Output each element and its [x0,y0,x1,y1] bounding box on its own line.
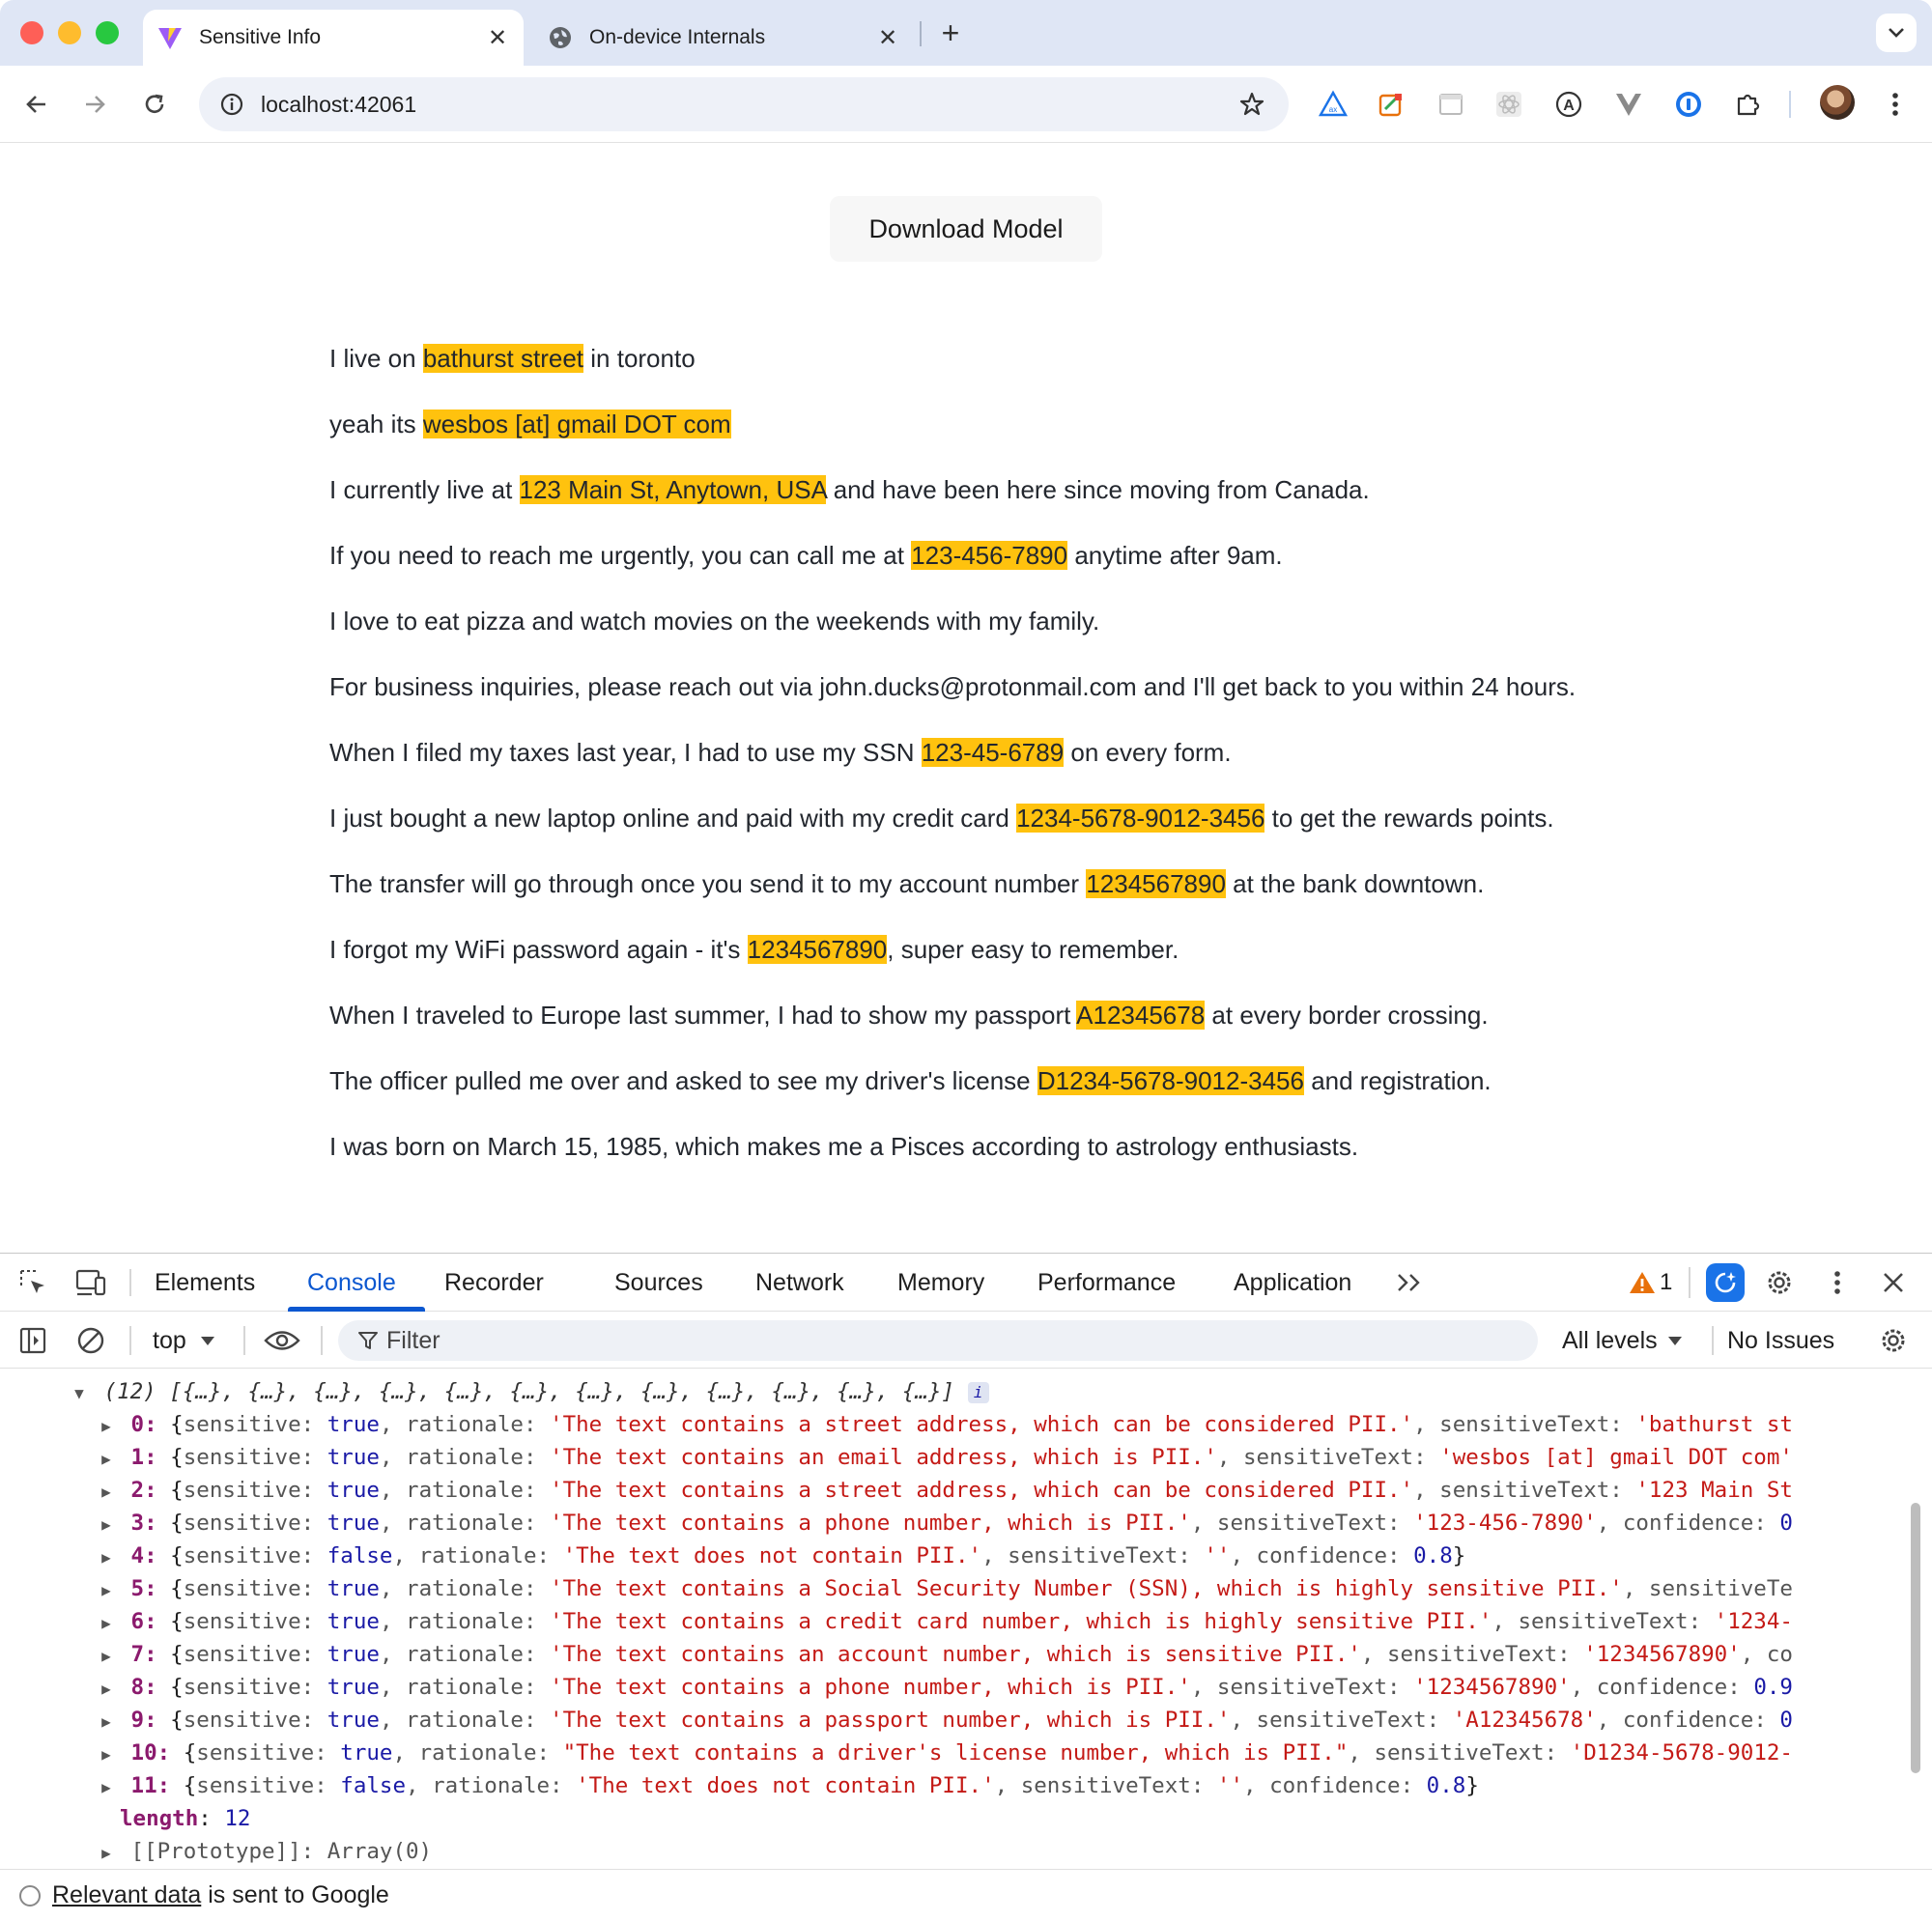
dropdown-triangle-icon [200,1335,215,1346]
sentence [329,470,1605,510]
ai-assistance-button[interactable] [1706,1263,1745,1302]
status-bar [0,1869,1932,1921]
download-model-button[interactable]: Download Model [830,196,1102,262]
entry-key: , rationale: [379,1642,551,1667]
extension-a-circle-icon[interactable] [1549,85,1588,124]
entry-brace: { [156,1675,184,1700]
entry-sensitive-value: false [327,1543,393,1568]
close-tab-icon[interactable]: ✕ [877,24,898,51]
sentence-text: When I filed my taxes last year, I had to use my SSN [329,738,922,767]
filter-funnel-icon [357,1330,379,1351]
entry-index: 1: [118,1445,157,1470]
sentence-text: at the bank downtown. [1225,869,1485,898]
entry-sensitive-value: false [340,1773,407,1798]
entry-rationale: 'The text does not contain PII.' [562,1543,982,1568]
collapse-arrow-icon: ▶ [101,1450,111,1468]
highlighted-sensitive-text: bathurst street [422,344,584,373]
back-button[interactable] [15,83,58,126]
entry-brace: { [156,1708,184,1733]
devtools-tab-sources[interactable]: Sources [614,1268,703,1296]
console-scrollbar[interactable] [1911,1503,1920,1773]
console-entry[interactable] [95,1572,1898,1605]
entry-sensitive-text: '1234567890' [1583,1642,1741,1667]
collapse-arrow-icon: ▶ [101,1680,111,1698]
entry-key: , sensitiveTe [1622,1576,1793,1601]
relevant-data-link[interactable]: Relevant data [52,1881,202,1908]
console-entry[interactable] [95,1704,1898,1737]
console-entry[interactable] [95,1671,1898,1704]
sentence-text: If you need to reach me urgently, you can call me at [329,541,912,570]
highlighted-sensitive-text: D1234-5678-9012-3456 [1037,1066,1304,1095]
entry-rationale: 'The text contains an account number, which is sensitive PII.' [550,1642,1361,1667]
extension-react-icon[interactable] [1490,85,1528,124]
entry-confidence: 0 [1779,1511,1793,1536]
browser-menu-button[interactable] [1874,83,1917,126]
sentence-text: The officer pulled me over and asked to see my driver's license [329,1066,1037,1095]
entry-confidence: 0.8 [1413,1543,1453,1568]
console-entry[interactable] [95,1737,1898,1769]
entry-sensitive-value: true [327,1609,380,1634]
svg-text:A: A [1563,98,1575,114]
console-entry[interactable] [95,1507,1898,1540]
highlighted-sensitive-text: A12345678 [1076,1001,1206,1030]
context-label: top [153,1326,186,1354]
extensions-puzzle-icon[interactable] [1729,85,1768,124]
entry-key: , sensitiveText: [1413,1412,1636,1437]
entry-rationale: 'The text contains a street address, which can be considered PII.' [550,1478,1414,1503]
entry-rationale: 'The text contains an email address, which is PII.' [550,1445,1217,1470]
entry-index: 7: [118,1642,157,1667]
console-array-header [68,1375,1898,1408]
filter-separator [1712,1326,1714,1355]
back-arrow-icon [24,92,49,117]
entry-rationale: 'The text contains a phone number, which is PII.' [550,1511,1191,1536]
entry-index: 5: [118,1576,157,1601]
entry-sensitive-value: true [327,1478,380,1503]
entry-rationale: "The text contains a driver's license number, which is PII." [562,1740,1349,1766]
sentence-text: on every form. [1064,738,1232,767]
devtools-separator [1689,1267,1690,1298]
entry-rationale: 'The text contains a phone number, which is PII.' [550,1675,1191,1700]
vertical-dots-icon [1891,92,1899,117]
collapse-arrow-icon: ▶ [101,1778,111,1796]
devtools-separator [129,1269,131,1296]
entry-index: 10: [118,1740,171,1766]
console-filter-bar [0,1313,1932,1369]
sentence-list [329,339,1605,1193]
entry-brace: { [170,1740,197,1766]
entry-rationale: 'The text contains a street address, which can be considered PII.' [550,1412,1414,1437]
tab-separator [920,21,922,46]
entry-key: , rationale: [392,1543,563,1568]
more-tabs-icon[interactable] [1393,1265,1428,1300]
warnings-badge[interactable] [1629,1269,1672,1296]
entry-key: , sensitiveText: [1190,1511,1414,1536]
clear-console-icon[interactable] [71,1322,110,1359]
entry-key: , rationale: [379,1675,551,1700]
entry-key: sensitive: [183,1576,327,1601]
length-value: 12 [224,1806,251,1831]
entry-key: , sensitiveText: [1230,1708,1453,1733]
reload-icon [142,92,167,117]
console-settings-gear-icon[interactable] [1874,1321,1913,1360]
live-expression-eye-icon[interactable] [261,1322,303,1359]
entry-key: sensitive: [183,1543,327,1568]
highlighted-sensitive-text: 1234-5678-9012-3456 [1016,804,1265,833]
entry-key: , sensitiveText: [994,1773,1217,1798]
collapse-arrow-icon: ▶ [101,1614,111,1632]
entry-sensitive-text: 'D1234-5678-9012- [1570,1740,1793,1766]
sentence-text: For business inquiries, please reach out via john.ducks@protonmail.com and I'll get back to you within 24 hours. [329,672,1577,701]
highlighted-sensitive-text: wesbos [at] gmail DOT com [422,410,731,438]
sentence [329,536,1605,576]
maximize-window-button[interactable] [96,21,119,44]
address-bar[interactable] [199,77,1289,131]
entry-brace: } [1452,1543,1466,1568]
svg-text:ax: ax [1328,105,1338,114]
entry-sensitive-text: 'A12345678' [1452,1708,1597,1733]
profile-avatar[interactable] [1820,85,1855,120]
console-entry[interactable] [95,1540,1898,1572]
entry-key: , confidence: [1596,1708,1780,1733]
page-content [0,144,1932,1253]
sentence [329,1127,1605,1167]
entry-brace: { [156,1576,184,1601]
close-window-button[interactable] [20,21,43,44]
context-selector[interactable] [153,1322,215,1359]
entry-key: sensitive: [183,1675,327,1700]
sentence [329,1061,1605,1101]
url-text[interactable]: localhost:42061 [261,91,417,117]
entry-rationale: 'The text does not contain PII.' [576,1773,995,1798]
entry-key: , confidence: [1230,1543,1414,1568]
tab-strip [0,0,1932,66]
entry-index: 4: [118,1543,157,1568]
devtools-tab-recorder[interactable]: Recorder [444,1268,544,1296]
site-info-icon[interactable] [203,77,261,131]
sentence [329,799,1605,838]
entry-key: , sensitiveText: [1413,1478,1636,1503]
sentence [329,405,1605,444]
entry-key: sensitive: [196,1740,341,1766]
entry-key: , confidence: [1570,1675,1754,1700]
entry-brace: { [156,1478,184,1503]
inspect-element-icon[interactable] [14,1265,52,1300]
sentence [329,733,1605,773]
devtools-tab-console[interactable]: Console [307,1268,396,1296]
show-sidebar-icon[interactable] [14,1322,52,1359]
issues-button[interactable]: No Issues [1727,1326,1835,1354]
log-levels-label: All levels [1562,1326,1658,1354]
entry-sensitive-text: '' [1204,1543,1231,1568]
console-entry[interactable] [95,1474,1898,1507]
entry-key: , rationale: [379,1412,551,1437]
radio-indicator[interactable] [19,1885,41,1907]
console-length-line [120,1802,1898,1835]
extension-vue-icon[interactable] [1609,85,1648,124]
minimize-window-button[interactable] [58,21,81,44]
vite-icon [156,24,184,51]
entry-key: , sensitiveText: [1492,1609,1715,1634]
extension-1password-icon[interactable] [1669,85,1708,124]
collapse-arrow-icon: ▶ [101,1483,111,1501]
prototype-label: [[Prototype]]: Array(0) [118,1839,433,1864]
toolbar-separator [1789,91,1791,118]
entry-sensitive-text: '1234- [1714,1609,1793,1634]
entry-sensitive-value: true [327,1412,380,1437]
chevron-down-icon [1887,26,1906,40]
sentence-text: yeah its [329,410,423,438]
entry-index: 3: [118,1511,157,1536]
highlighted-sensitive-text: 123 Main St, Anytown, USA [519,475,827,504]
entry-key: , confidence: [1243,1773,1427,1798]
entry-index: 11: [118,1773,171,1798]
extension-triangle-icon[interactable] [1314,85,1352,124]
entry-sensitive-value: true [327,1576,380,1601]
highlighted-sensitive-text: 1234567890 [1086,869,1226,898]
sentence-text: at every border crossing. [1205,1001,1489,1030]
entry-key: , sensitiveText: [1216,1445,1440,1470]
sentence-text: and have been here since moving from Canada. [826,475,1370,504]
close-devtools-icon[interactable] [1874,1263,1913,1302]
collapse-arrow-icon: ▶ [101,1417,111,1435]
filter-separator [129,1326,131,1355]
sentence [329,996,1605,1035]
tab-on-device-internals[interactable] [533,10,914,66]
collapse-arrow-icon: ▶ [101,1515,111,1534]
entry-sensitive-value: true [327,1708,380,1733]
entry-key: sensitive: [183,1511,327,1536]
entry-brace: { [156,1412,184,1437]
highlighted-sensitive-text: 1234567890 [747,935,888,964]
filter-input[interactable] [386,1327,1449,1355]
entry-key: , rationale: [379,1576,551,1601]
settings-gear-icon[interactable] [1760,1263,1799,1302]
devtools-tab-memory[interactable]: Memory [897,1268,985,1296]
entry-brace: { [170,1773,197,1798]
entry-key: sensitive: [183,1708,327,1733]
browser-toolbar [0,66,1932,143]
entry-key: , rationale: [379,1445,551,1470]
bookmark-star-icon[interactable] [1225,77,1279,131]
tab-search-button[interactable] [1876,14,1917,52]
collapse-arrow-icon: ▶ [101,1647,111,1665]
devtools-tab-bar [0,1254,1932,1312]
collapse-arrow-icon: ▶ [101,1581,111,1599]
collapse-arrow-icon: ▶ [101,1844,111,1862]
close-tab-icon[interactable]: ✕ [487,24,508,51]
entry-key: , sensitiveText: [1190,1675,1414,1700]
warning-triangle-icon [1629,1270,1656,1295]
sentence-text: anytime after 9am. [1067,541,1283,570]
console-filter[interactable] [338,1320,1538,1361]
entry-key: , rationale: [392,1740,563,1766]
entry-rationale: 'The text contains a Social Security Number (SSN), which is highly sensitive PII.' [550,1576,1623,1601]
forward-arrow-icon [82,92,107,117]
entry-sensitive-text: '' [1216,1773,1244,1798]
entry-brace: { [156,1642,184,1667]
sentence [329,864,1605,904]
entry-index: 8: [118,1675,157,1700]
entry-sensitive-value: true [327,1511,380,1536]
sentence [329,339,1605,379]
entry-confidence: 0.9 [1753,1675,1793,1700]
entry-rationale: 'The text contains a passport number, which is PII.' [550,1708,1231,1733]
entry-brace: { [156,1543,184,1568]
array-summary: (12) [{…}, {…}, {…}, {…}, {…}, {…}, {…}, {…}, {…}, {…}, {…}, {…}] [91,1379,968,1404]
devtools-tab-application[interactable]: Application [1234,1268,1352,1296]
extension-window-icon[interactable] [1432,85,1470,124]
sentence [329,602,1605,641]
entry-key: sensitive: [183,1609,327,1634]
entry-key: , rationale: [379,1511,551,1536]
filter-separator [321,1326,323,1355]
tab-title: On-device Internals [589,26,766,48]
entry-sensitive-value: true [340,1740,393,1766]
entry-key: , rationale: [379,1609,551,1634]
collapse-arrow-icon: ▶ [101,1745,111,1764]
console-entry[interactable] [95,1441,1898,1474]
entry-key: , sensitiveText: [1348,1740,1571,1766]
log-levels-dropdown[interactable] [1562,1322,1683,1359]
highlighted-sensitive-text: 123-456-7890 [911,541,1068,570]
entry-key: sensitive: [196,1773,341,1798]
entry-index: 0: [118,1412,157,1437]
device-toolbar-icon[interactable] [71,1265,110,1300]
expand-arrow-icon[interactable]: ▼ [74,1384,84,1402]
devtools-menu-icon[interactable] [1818,1263,1857,1302]
dropdown-triangle-icon [1667,1335,1683,1346]
sentence [329,930,1605,970]
colon: : [198,1806,225,1831]
entry-confidence: 0.8 [1426,1773,1466,1798]
extension-palette-icon[interactable] [1372,85,1410,124]
entry-key: , rationale: [379,1708,551,1733]
tab-title: Sensitive Info [199,26,322,48]
console-entry[interactable] [95,1638,1898,1671]
entry-key: , rationale: [379,1478,551,1503]
status-text: is sent to Google [201,1881,389,1908]
entry-sensitive-value: true [327,1675,380,1700]
filter-separator [243,1326,245,1355]
forward-button[interactable] [73,83,116,126]
devtools-tab-elements[interactable]: Elements [155,1268,256,1296]
console-prototype-line[interactable] [95,1835,1898,1864]
entry-key: , co [1740,1642,1793,1667]
highlighted-sensitive-text: 123-45-6789 [921,738,1065,767]
sentence [329,667,1605,707]
entry-sensitive-text: '1234567890' [1413,1675,1571,1700]
entry-sensitive-text: 'wesbos [at] gmail DOT com' [1439,1445,1793,1470]
entry-brace: { [156,1609,184,1634]
entry-key: sensitive: [183,1412,327,1437]
new-tab-button[interactable]: + [941,14,960,50]
entry-brace: } [1465,1773,1479,1798]
entry-confidence: 0 [1779,1708,1793,1733]
sentence-text: I just bought a new laptop online and paid with my credit card [329,804,1017,833]
entry-key: sensitive: [183,1642,327,1667]
active-tab-indicator [288,1307,425,1312]
sentence-text: to get the rewards points. [1264,804,1554,833]
entry-rationale: 'The text contains a credit card number, which is highly sensitive PII.' [550,1609,1492,1634]
entry-key: , rationale: [406,1773,577,1798]
entry-sensitive-text: '123 Main St [1635,1478,1793,1503]
entry-brace: { [156,1511,184,1536]
entry-brace: { [156,1445,184,1470]
console-entry[interactable] [95,1605,1898,1638]
entry-sensitive-text: '123-456-7890' [1413,1511,1597,1536]
devtools-panel [0,1253,1932,1921]
entry-sensitive-value: true [327,1445,380,1470]
console-entry[interactable] [95,1769,1898,1802]
sentence-text: I live on [329,344,423,373]
warnings-count: 1 [1660,1269,1673,1295]
sentence-text: I forgot my WiFi password again - it's [329,935,748,964]
sentence-text: I currently live at [329,475,520,504]
entry-index: 6: [118,1609,157,1634]
globe-icon [547,24,574,51]
entry-key: , sensitiveText: [981,1543,1205,1568]
length-key: length [120,1806,199,1831]
entry-key: , sensitiveText: [1360,1642,1584,1667]
console-entry[interactable] [95,1408,1898,1441]
sentence-text: , super easy to remember. [887,935,1179,964]
sentence-text: and registration. [1303,1066,1492,1095]
entry-index: 2: [118,1478,157,1503]
entry-sensitive-value: true [327,1642,380,1667]
sentence-text: When I traveled to Europe last summer, I had to show my passport [329,1001,1077,1030]
sentence-text: in toronto [583,344,696,373]
sentence-text: The transfer will go through once you send it to my account number [329,869,1087,898]
collapse-arrow-icon: ▶ [101,1712,111,1731]
entry-key: sensitive: [183,1478,327,1503]
ai-assistance-icon [1713,1270,1738,1295]
collapse-arrow-icon: ▶ [101,1548,111,1567]
entry-index: 9: [118,1708,157,1733]
sentence-text: I love to eat pizza and watch movies on the weekends with my family. [329,607,1100,636]
console-output [0,1371,1898,1864]
entry-sensitive-text: 'bathurst st [1635,1412,1793,1437]
info-icon: i [968,1382,989,1403]
sentence-text: I was born on March 15, 1985, which makes me a Pisces according to astrology enthusiasts. [329,1132,1359,1161]
devtools-tab-network[interactable]: Network [755,1268,844,1296]
reload-button[interactable] [133,83,176,126]
tab-sensitive-info[interactable] [143,10,524,66]
entry-key: sensitive: [183,1445,327,1470]
entry-key: , confidence: [1596,1511,1780,1536]
devtools-tab-performance[interactable]: Performance [1037,1268,1177,1296]
